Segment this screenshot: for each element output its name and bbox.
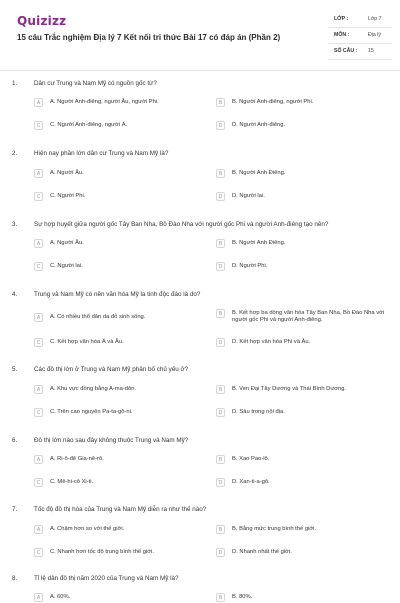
option-letter-badge: B xyxy=(216,169,225,178)
quizizz-logo: Quizizz xyxy=(17,14,67,28)
option-letter-badge: C xyxy=(34,262,43,271)
question-text: Dân cư Trung và Nam Mỹ có nguồn gốc từ? xyxy=(34,80,157,87)
option-text: C. Người lai. xyxy=(50,263,83,269)
option-letter-badge: A xyxy=(34,385,43,394)
option-letter-badge: C xyxy=(34,478,43,487)
meta-key: SỐ CÂU : xyxy=(334,48,358,54)
option-letter-badge: D xyxy=(216,408,225,417)
header-divider xyxy=(0,70,400,71)
option-text: C. Người Anh-điêng, người Á. xyxy=(50,122,128,128)
option-letter-badge: B xyxy=(216,593,225,602)
question-text: Các đô thị lớn ở Trung và Nam Mỹ phân bố chủ yếu ở? xyxy=(34,366,189,373)
option-text: B. Ven Đại Tây Dương và Thái Bình Dương. xyxy=(232,386,347,392)
question-number: 2. xyxy=(12,150,18,157)
question-number: 4. xyxy=(12,291,18,298)
question-text: Tốc độ đô thị hóa của Trung và Nam Mỹ diễn ra như thế nào? xyxy=(34,506,207,513)
option-letter-badge: B xyxy=(216,525,225,534)
option-letter-badge: A xyxy=(34,593,43,602)
option-text: C. Nhanh hơn tốc độ trung bình thế giới. xyxy=(50,549,154,555)
option-letter-badge: B xyxy=(216,385,225,394)
option-letter-badge: D xyxy=(216,338,225,347)
meta-row-subject xyxy=(328,28,392,44)
option-letter-badge: C xyxy=(34,548,43,557)
option-text: D. Nhanh nhất thế giới. xyxy=(232,549,292,555)
option-text: B. Kết hợp ba dòng văn hóa Tây Ban Nha, Bồ Đào Nha với người gốc Phi và người Anh-điêng. xyxy=(232,310,385,323)
option-text: A. Người Âu. xyxy=(50,170,84,176)
option-text: C. Kết hợp văn hóa Á và Âu. xyxy=(50,339,124,345)
option-letter-badge: D xyxy=(216,192,225,201)
option-letter-badge: D xyxy=(216,262,225,271)
worksheet-title: 15 câu Trắc nghiệm Địa lý 7 Kết nối tri thức Bài 17 có đáp án (Phần 2) xyxy=(17,33,281,42)
option-letter-badge: B xyxy=(216,309,225,318)
option-letter-badge: B xyxy=(216,455,225,464)
question-text: Trung và Nam Mỹ có nền văn hóa Mỹ la tinh độc đáo là do? xyxy=(34,291,201,298)
question-number: 8. xyxy=(12,575,18,582)
option-text: D. Người Anh-điêng. xyxy=(232,122,286,128)
question-number: 3. xyxy=(12,221,18,228)
option-letter-badge: D xyxy=(216,478,225,487)
option-letter-badge: A xyxy=(34,525,43,534)
option-letter-badge: A xyxy=(34,313,43,322)
meta-value: Địa lý xyxy=(368,32,381,38)
option-text: C. Người Phi. xyxy=(50,193,86,199)
option-text: B. 80%. xyxy=(232,594,253,600)
question-text: Sự hợp huyết giữa người gốc Tây Ban Nha, Bồ Đào Nha với người gốc Phi và người Anh-điêng tạo nên? xyxy=(34,221,329,228)
option-letter-badge: C xyxy=(34,408,43,417)
meta-key: LỚP : xyxy=(334,16,349,22)
option-text: A. Ri-ô-đê Gia-nê-rô. xyxy=(50,456,104,462)
meta-value: Lớp 7 xyxy=(368,16,382,22)
option-text: D. Người Phi. xyxy=(232,263,268,269)
option-text: B. Bằng mức trung bình thế giới. xyxy=(232,526,317,532)
option-text: C. Trên cao nguyên Pa-ta-gô-ni. xyxy=(50,409,133,415)
option-letter-badge: D xyxy=(216,548,225,557)
meta-value: 15 xyxy=(368,48,374,54)
option-text: B. Xao Pao-lô. xyxy=(232,456,270,462)
option-letter-badge: D xyxy=(216,121,225,130)
option-letter-badge: A xyxy=(34,239,43,248)
worksheet-header xyxy=(0,0,400,70)
option-text: C. Mê-hi-cô Xi-ti. xyxy=(50,479,94,485)
meta-box xyxy=(328,12,392,60)
option-letter-badge: C xyxy=(34,121,43,130)
option-letter-badge: B xyxy=(216,98,225,107)
option-text: A. Chậm hơn so với thế giới. xyxy=(50,526,125,532)
option-text: A. Người Anh-điêng, người Âu, người Phi. xyxy=(50,99,159,105)
option-text: D. Sâu trong nội địa. xyxy=(232,409,285,415)
option-letter-badge: B xyxy=(216,239,225,248)
option-letter-badge: A xyxy=(34,455,43,464)
option-text: D. Kết hợp văn hóa Phi và Âu. xyxy=(232,339,311,345)
option-text: A. Khu vực đồng bằng A-ma-dôn. xyxy=(50,386,137,392)
option-text: D. Người lai. xyxy=(232,193,265,199)
question-text: Đô thị lớn nào sau đây không thuộc Trung và Nam Mỹ? xyxy=(34,437,189,444)
question-text: Hiện nay phần lớn dân cư Trung và Nam Mỹ là? xyxy=(34,150,169,157)
question-number: 6. xyxy=(12,437,18,444)
option-text: A. 60%. xyxy=(50,594,71,600)
option-text: A. Người Âu. xyxy=(50,240,84,246)
option-letter-badge: C xyxy=(34,338,43,347)
option-text: A. Có nhiều thổ dân da đỏ sinh sống. xyxy=(50,314,146,320)
question-number: 5. xyxy=(12,366,18,373)
option-text: B. Người Anh Điêng. xyxy=(232,240,286,246)
question-text: Tỉ lệ dân đô thị năm 2020 của Trung và Nam Mỹ là? xyxy=(34,575,179,582)
meta-key: MÔN : xyxy=(334,32,350,38)
option-text: D. Xan-ti-a-gô. xyxy=(232,479,270,485)
option-text: B. Người Anh Điêng. xyxy=(232,170,286,176)
option-letter-badge: A xyxy=(34,98,43,107)
question-number: 1. xyxy=(12,80,18,87)
question-number: 7. xyxy=(12,506,18,513)
option-letter-badge: A xyxy=(34,169,43,178)
option-letter-badge: C xyxy=(34,192,43,201)
meta-row-class xyxy=(328,12,392,28)
option-text: B. Người Anh-điêng, người Phi. xyxy=(232,99,314,105)
meta-row-count xyxy=(328,44,392,60)
